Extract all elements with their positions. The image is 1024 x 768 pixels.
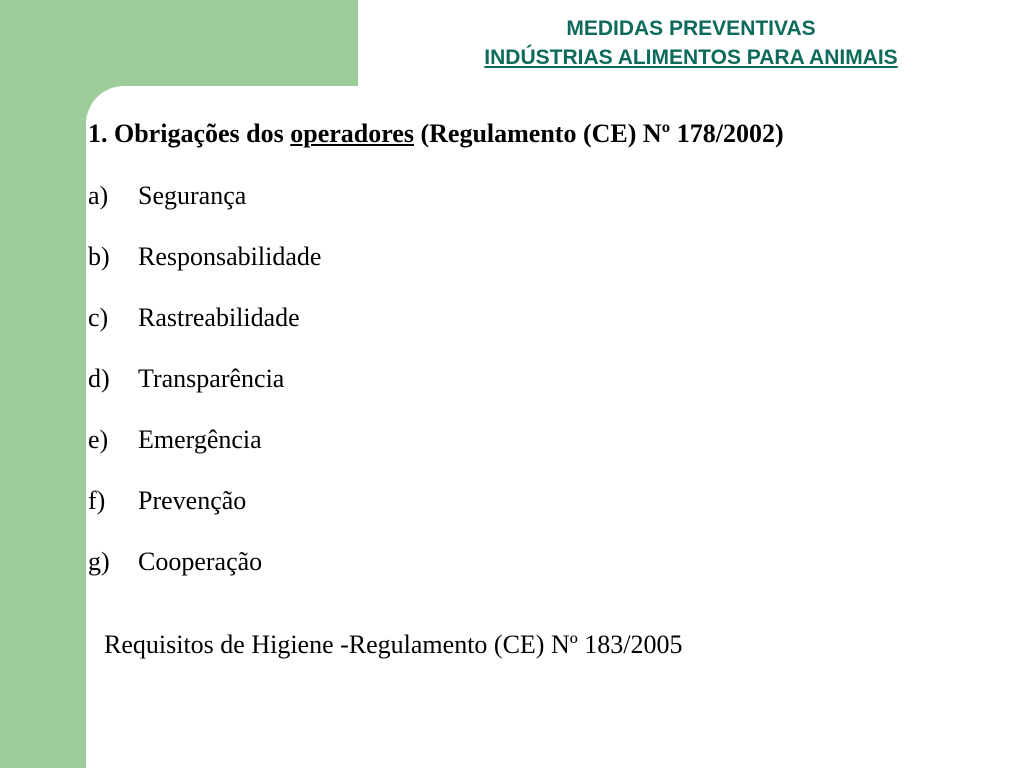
section-heading: [88, 114, 784, 154]
list-marker: d): [88, 364, 110, 393]
list-marker: b): [88, 242, 110, 271]
list-item: [88, 541, 321, 602]
list-item: [88, 419, 321, 480]
list-marker: e): [88, 425, 109, 454]
list-marker: g): [88, 547, 110, 576]
title-line-2: [358, 43, 1024, 72]
list-item: [88, 236, 321, 297]
list-label: Responsabilidade: [138, 242, 322, 271]
heading-underlined-word: operadores: [290, 119, 414, 148]
title-line-1: MEDIDAS PREVENTIVAS: [566, 17, 816, 40]
list-label: Cooperação: [138, 547, 263, 576]
slide-title: [358, 14, 1024, 72]
heading-suffix: (Regulamento (CE) Nº 178/2002): [413, 119, 784, 148]
list-marker: a): [88, 181, 109, 210]
list-item: [88, 297, 321, 358]
list-item: [88, 358, 321, 419]
obligations-list: [88, 175, 321, 602]
list-label: Emergência: [138, 425, 262, 454]
list-marker: c): [88, 303, 109, 332]
list-label: Transparência: [138, 364, 285, 393]
list-item: [88, 480, 321, 541]
footer-note: Requisitos de Higiene -Regulamento (CE) Nº 183/2005: [104, 630, 683, 659]
list-label: Segurança: [138, 181, 247, 210]
list-label: Rastreabilidade: [138, 303, 300, 332]
list-marker: f): [88, 486, 106, 515]
list-label: Prevenção: [138, 486, 247, 515]
title-line-2-text: INDÚSTRIAS ALIMENTOS PARA ANIMAIS: [484, 46, 898, 69]
heading-prefix: 1. Obrigações dos: [88, 119, 291, 148]
list-item: [88, 175, 321, 236]
